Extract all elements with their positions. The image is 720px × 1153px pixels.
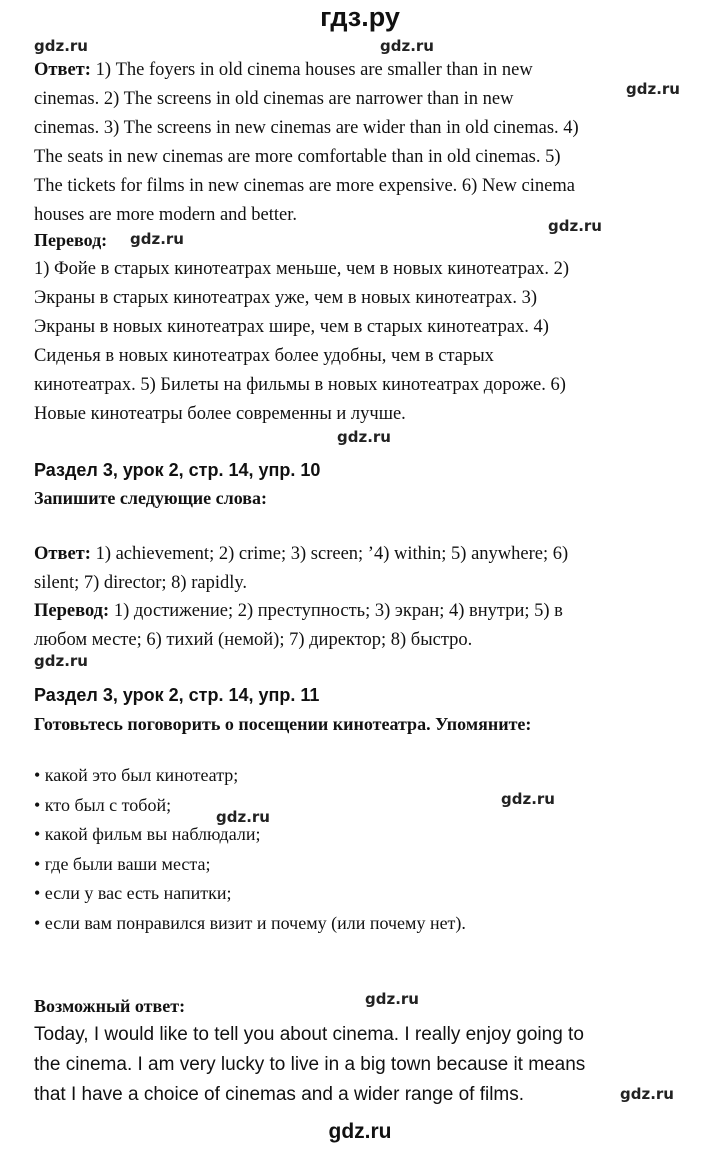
answer-line: 1) achievement; 2) crime; 3) screen; ’4) within; 5) anywhere; 6): [90, 544, 569, 564]
answer-line: The tickets for films in new cinemas are more expensive. 6) New cinema: [34, 176, 575, 196]
answer-line: that I have a choice of cinemas and a wider range of films.: [34, 1084, 525, 1105]
task-text-11: Готовьтесь поговорить о посещении кинотеатра. Упомяните:: [34, 714, 532, 734]
list-item: • если вам понравился визит и почему (или почему нет).: [34, 912, 466, 933]
answer-line: The seats in new cinemas are more comfortable than in old cinemas. 5): [34, 147, 561, 167]
section-heading-11: Раздел 3, урок 2, стр. 14, упр. 11: [34, 685, 320, 705]
answer-line: 1) The foyers in old cinema houses are smaller than in new: [95, 60, 533, 80]
bullet-list: [34, 761, 634, 938]
answer-block-1: [34, 56, 694, 230]
watermark: gdz.ru: [620, 1085, 674, 1103]
watermark: gdz.ru: [34, 37, 88, 55]
answer-label: Ответ:: [34, 544, 91, 564]
translation-line: кинотеатрах. 5) Билеты на фильмы в новых кинотеатрах дороже. 6): [34, 375, 566, 395]
answer-block-2: [34, 540, 694, 598]
list-item: • где были ваши места;: [34, 853, 211, 874]
translation-line: 1) Фойе в старых кинотеатрах меньше, чем в новых кинотеатрах. 2): [34, 259, 570, 279]
watermark: gdz.ru: [34, 652, 88, 670]
watermark: gdz.ru: [337, 428, 391, 446]
answer-line: Today, I would like to tell you about cinema. I really enjoy going to: [34, 1024, 584, 1045]
watermark: gdz.ru: [501, 790, 555, 808]
list-item: • какой фильм вы наблюдали;: [34, 824, 261, 844]
translation-line: Сиденья в новых кинотеатрах более удобны, чем в старых: [34, 346, 494, 366]
translation-block-1: [34, 255, 694, 429]
answer-line: cinemas. 2) The screens in old cinemas are narrower than in new: [34, 89, 514, 109]
translation-line: 1) достижение; 2) преступность; 3) экран; 4) внутри; 5) в: [113, 601, 563, 621]
footer-watermark: gdz.ru: [328, 1120, 392, 1143]
watermark: gdz.ru: [626, 80, 680, 98]
translation-label: Перевод:: [34, 601, 110, 621]
section-heading-10: Раздел 3, урок 2, стр. 14, упр. 10: [34, 460, 321, 480]
answer-label: Ответ:: [34, 60, 91, 80]
list-item: • какой это был кинотеатр;: [34, 765, 239, 785]
watermark: gdz.ru: [380, 37, 434, 55]
task-text-10: Запишите следующие слова:: [34, 488, 268, 508]
translation-line: Экраны в старых кинотеатрах уже, чем в новых кинотеатрах. 3): [34, 288, 538, 308]
watermark: gdz.ru: [548, 217, 602, 235]
translation-line: Экраны в новых кинотеатрах шире, чем в старых кинотеатрах. 4): [34, 317, 549, 337]
translation-block-2: [34, 597, 694, 655]
answer-line: houses are more modern and better.: [34, 205, 298, 225]
answer-line: cinemas. 3) The screens in new cinemas are wider than in old cinemas. 4): [34, 118, 579, 138]
site-title: гдз.ру: [320, 2, 400, 32]
translation-line: любом месте; 6) тихий (немой); 7) директор; 8) быстро.: [34, 630, 473, 650]
list-item: • если у вас есть напитки;: [34, 883, 232, 903]
translation-line: Новые кинотеатры более современны и лучше.: [34, 404, 406, 424]
answer-line: silent; 7) director; 8) rapidly.: [34, 573, 248, 593]
watermark: gdz.ru: [365, 990, 419, 1008]
list-item: • кто был с тобой;: [34, 794, 172, 815]
translation-label: Перевод:: [34, 230, 108, 250]
watermark: gdz.ru: [216, 808, 270, 826]
possible-answer-label: Возможный ответ:: [34, 996, 186, 1016]
possible-answer-text: [34, 1020, 674, 1110]
answer-line: the cinema. I am very lucky to live in a big town because it means: [34, 1054, 586, 1075]
watermark: gdz.ru: [130, 230, 184, 248]
